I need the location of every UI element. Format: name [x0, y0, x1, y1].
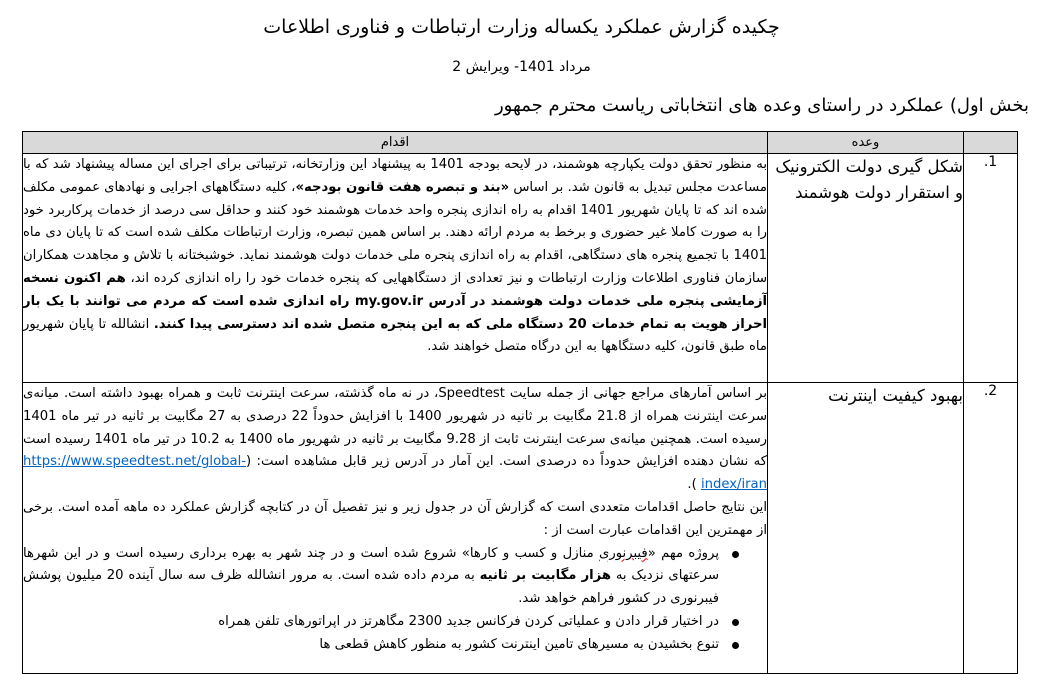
bullet-text: تنوع بخشیدن به مسیرهای تامین اینترنت کشور به منظور کاهش قطعی ها	[319, 636, 719, 652]
promise-cell: شکل گیری دولت الکترونیک و استقرار دولت هوشمند	[768, 154, 964, 383]
table-row	[23, 154, 1018, 383]
action-text: ).	[687, 477, 701, 493]
bullet-text: پروژه مهم «	[647, 545, 719, 561]
header-number	[964, 132, 1018, 154]
table-row	[23, 383, 1018, 674]
action-cell	[23, 383, 768, 674]
bullet-text: در اختیار قرار دادن و عملیاتی کردن فرکانس جدید 2300 مگاهرتز در اپراتورهای تلفن همراه	[218, 613, 719, 629]
bullet-icon	[732, 642, 739, 649]
action-text: به منظور تحقق دولت یکپارچه هوشمند، در لایحه بودجه 1401 به پیشنهاد این وزارتخانه، ترتیباتی برای اجرای این مساله پیشنهاد شد که با مساعدت مجلس تبدیل به قانون شد. بر اساس	[23, 157, 767, 195]
row-number	[964, 383, 1018, 674]
document-title: چکیده گزارش عملکرد یکساله وزارت ارتباطات و فناوری اطلاعات	[263, 16, 780, 38]
action-text-bold: هم اکنون نسخه آزمایشی پنجره ملی خدمات دولت هوشمند در آدرس my.gov.ir راه اندازی شده است که مردم می توانند با یک بار احراز هویت به تمام خدمات 20 دستگاه ملی که به این پنجره متصل شده اند دسترسی پیدا کنند.	[23, 270, 767, 332]
speedtest-link[interactable]: https://www.speedtest.net/global-index/iran	[23, 454, 767, 493]
promise-cell: بهبود کیفیت اینترنت	[768, 383, 964, 674]
document-subtitle: مرداد 1401- ویرایش 2	[452, 59, 591, 75]
action-text: ، کلیه دستگاههای اجرایی و نهادهای عمومی مکلف شده اند که تا پایان شهریور 1401 اقدام به راه اندازی پنجره واحد خدمات هوشمند خود کنند و حداقل سی درصد از خدمات پرکاربرد خود را به صورت کاملا غیر حضوری و برخط به مردم ارائه دهند. بر اساس همین تبصره، وزارت ارتباطات مکلف شده است که تا پایان دی ماه 1401 با تجمیع پنجره های دستگاهی، اقدام به راه اندازی پنجره ملی خدمات دولت هوشمند نماید. خوشبختانه با تلاش و مجاهدت همکاران سازمان فناوری اطلاعات وزارت ارتباطات و نیز تعدادی از دستگاههایی که پنجره خدمات خود را راه اندازی کرده اند،	[23, 179, 768, 286]
action-cell	[23, 154, 768, 383]
spellcheck-word: فیبرنوری	[599, 545, 648, 561]
bullet-text: منازل و کسب و کارها» شروع شده است و در چند شهر به بهره برداری رسیده است و در این شهرها سرعتهای نزدیک به	[23, 545, 719, 584]
bullet-list	[23, 543, 767, 657]
bullet-item	[23, 611, 739, 634]
row-number-text: .1	[983, 154, 998, 170]
action-text: بر اساس آمارهای مراجع جهانی از جمله سایت Speedtest، در نه ماه گذشته، سرعت اینترنت ثابت و همراه بهبود داشته است. میانه‌ی سرعت اینترنت همراه از 21.8 مگابیت بر ثانیه در شهریور 1400 با افزایش حدوداً 22 درصدی به 27 مگابیت بر ثانیه در تیر ماه 1401 رسیده است. همچنین میانه‌ی سرعت اینترنت ثابت از 9.28 مگابیت بر ثانیه در شهریور ماه 1400 به 10.2 در تیر ماه 1401 رسیده است که نشان دهنده افزایش حدوداً ده درصدی است. این آمار در آدرس زیر قابل مشاهده است: (	[23, 386, 768, 470]
action-text: انشالله تا پایان شهریور ماه طبق قانون، کلیه دستگاهها به این درگاه متصل خواهند شد.	[23, 316, 767, 355]
header-promise: وعده	[768, 132, 964, 154]
bullet-item	[23, 634, 739, 657]
bullet-icon	[732, 619, 739, 626]
bullet-item	[23, 543, 739, 611]
action-paragraph	[23, 383, 767, 497]
action-text-bold: «بند و تبصره هفت قانون بودجه»	[295, 179, 510, 195]
report-table	[22, 131, 1018, 674]
action-paragraph: این نتایج حاصل اقدامات متعددی است که گزارش آن در جدول زیر و نیز تفصیل آن در کتابچه گزارش عملکرد ده ماهه آمده است. برخی از مهمترین این اقدامات عبارت است از :	[23, 499, 767, 538]
bullet-icon	[732, 551, 739, 558]
bullet-text-bold: هزار مگابیت بر ثانیه	[479, 568, 612, 584]
bullet-text: به مردم داده شده است. به مرور انشالله ظرف سه سال آینده 20 میلیون پوشش فیبرنوری در کشور فراهم خواهد شد.	[23, 568, 719, 607]
header-action: اقدام	[23, 132, 768, 154]
row-number-text: .2	[983, 383, 998, 399]
section-title: بخش اول) عملکرد در راستای وعده های انتخاباتی ریاست محترم جمهور	[494, 95, 1029, 116]
row-number	[964, 154, 1018, 383]
table-header-row	[23, 132, 1018, 154]
